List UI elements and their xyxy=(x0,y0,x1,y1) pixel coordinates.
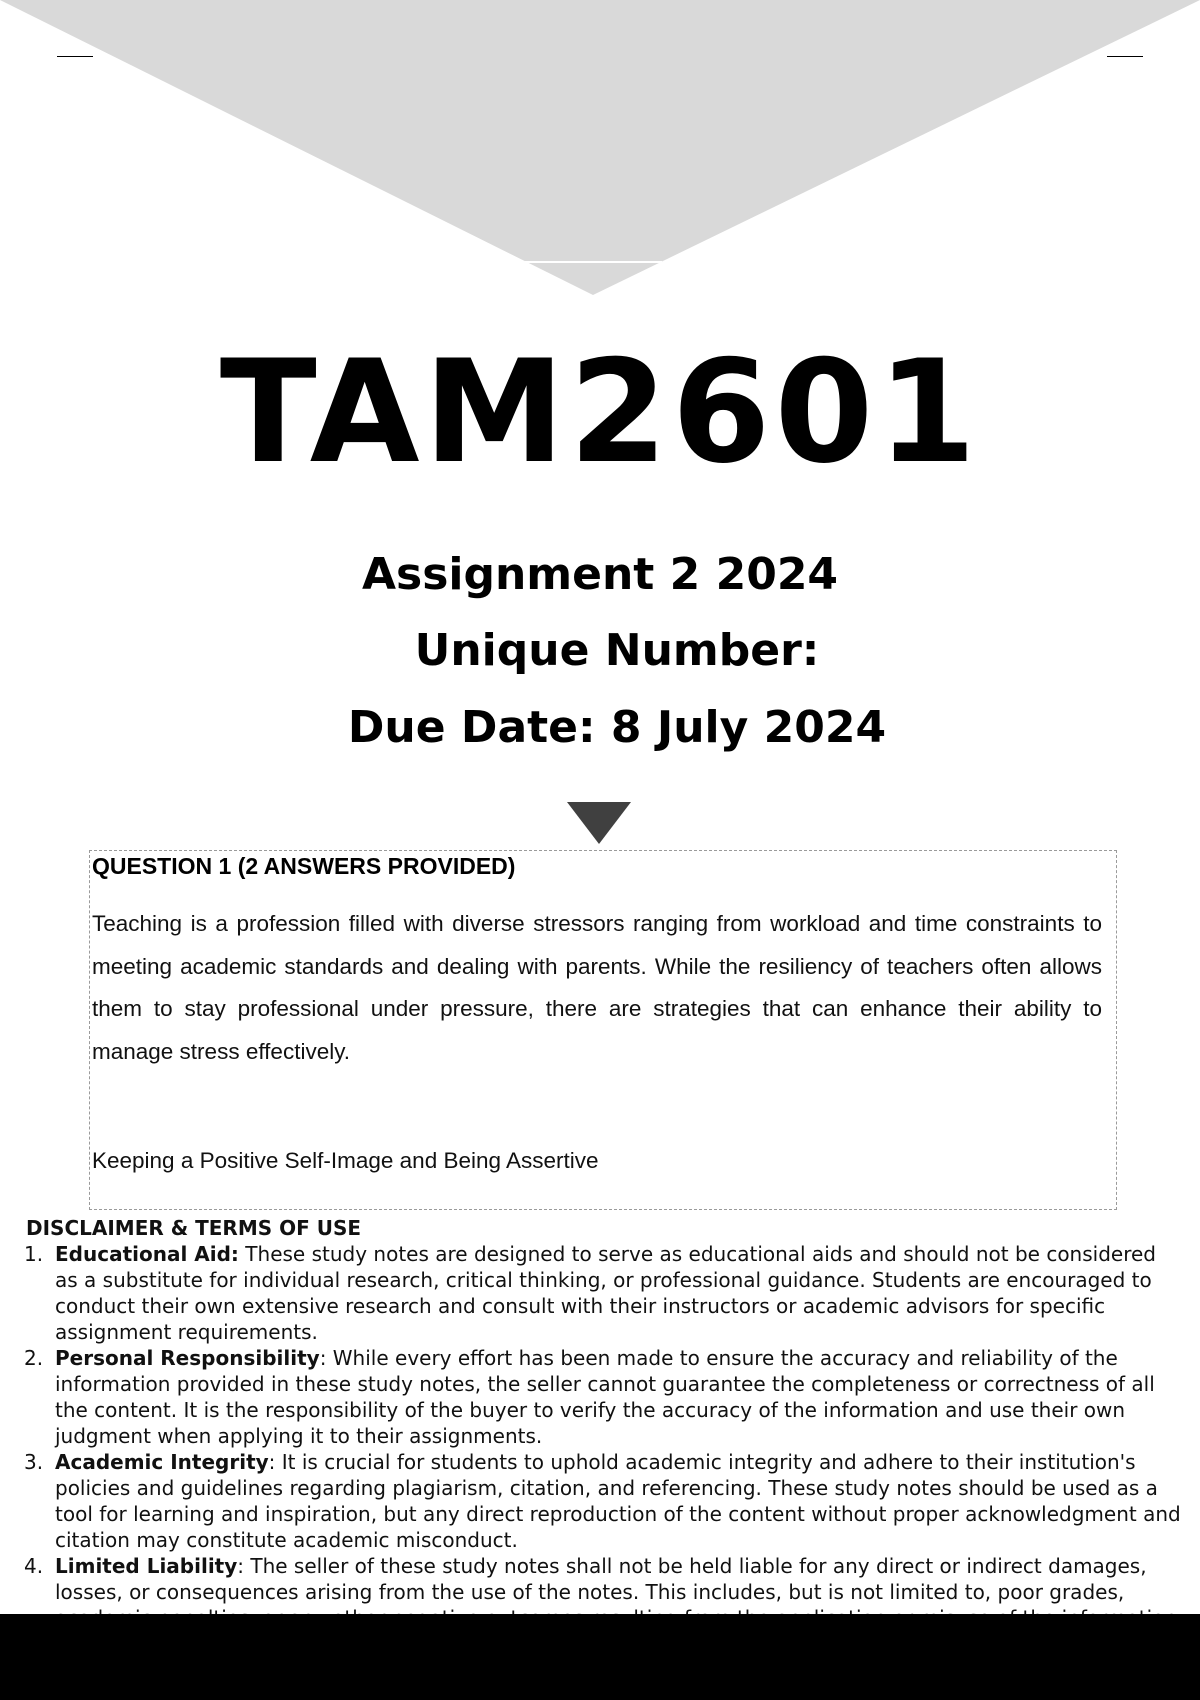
disclaimer-item xyxy=(24,1345,1184,1449)
down-triangle-icon xyxy=(567,802,631,844)
disclaimer-list xyxy=(24,1241,1184,1631)
question-body: Teaching is a profession filled with diverse stressors ranging from workload and time constraints to meeting academic standards and dealing with parents. While the resiliency of teachers often allows them to stay professional under pressure, there are strategies that can enhance their ability to manage stress effectively. xyxy=(92,911,1102,1064)
disclaimer-item-label: Personal Responsibility xyxy=(55,1346,320,1370)
cover-banner-graphic xyxy=(0,0,1200,300)
header-rule-left xyxy=(57,56,93,57)
disclaimer-item-number: 3. xyxy=(24,1450,44,1474)
question-heading: QUESTION 1 (2 ANSWERS PROVIDED) xyxy=(92,853,516,879)
disclaimer-item-body: These study notes are designed to serve as educational aids and should not be considered as a substitute for individual research, critical thinking, or professional guidance. Students are encouraged to conduct their own extensive research and consult with their instructors or academic advisors for specific assignment requirements. xyxy=(55,1242,1156,1344)
disclaimer-item-body: : The seller of these study notes shall not be held liable for any direct or indirect damages, losses, or consequences arising from the use of the notes. This includes, but is not limited to, poor grades, xyxy=(55,1554,1147,1604)
disclaimer-item-text xyxy=(55,1345,1184,1449)
disclaimer-item-text xyxy=(55,1449,1184,1553)
unique-number-label: Unique Number: xyxy=(414,625,820,676)
disclaimer-title: DISCLAIMER & TERMS OF USE xyxy=(26,1216,362,1240)
question-subheading: Keeping a Positive Self-Image and Being Assertive xyxy=(92,1148,599,1173)
banner-chevron-shape xyxy=(0,0,1200,295)
disclaimer-item-label: Limited Liability xyxy=(55,1554,238,1578)
disclaimer-section xyxy=(24,1215,1184,1631)
assignment-title: Assignment 2 2024 xyxy=(361,549,839,600)
disclaimer-item xyxy=(24,1241,1184,1345)
disclaimer-item-label: Academic Integrity xyxy=(55,1450,269,1474)
footer-black-bar xyxy=(0,1614,1200,1700)
course-code-title: TAM2601 xyxy=(219,330,981,495)
disclaimer-item-body: : It is crucial for students to uphold academic integrity and adhere to their institution's policies and guidelines regarding plagiarism, citation, and referencing. These study notes should be used as a tool for learning and inspiration, but any direct reproduction of the content without proper acknowledgment and citation may constitute academic misconduct. xyxy=(55,1450,1181,1552)
disclaimer-item-body: : While every effort has been made to ensure the accuracy and reliability of the information provided in these study notes, the seller cannot guarantee the completeness or correctness of all the content. It is the responsibility of the buyer to verify the accuracy of the information and use their own judgment when applying it to their assignments. xyxy=(55,1346,1155,1448)
question-preview-box xyxy=(89,850,1117,1210)
due-date-label: Due Date: 8 July 2024 xyxy=(347,702,887,753)
disclaimer-item-number: 4. xyxy=(24,1554,44,1578)
disclaimer-item-label: Educational Aid: xyxy=(55,1242,239,1266)
disclaimer-item-number: 2. xyxy=(24,1346,44,1370)
disclaimer-item-number: 1. xyxy=(24,1242,44,1266)
header-rule-right xyxy=(1107,56,1143,57)
disclaimer-item xyxy=(24,1449,1184,1553)
disclaimer-item-text xyxy=(55,1241,1184,1345)
